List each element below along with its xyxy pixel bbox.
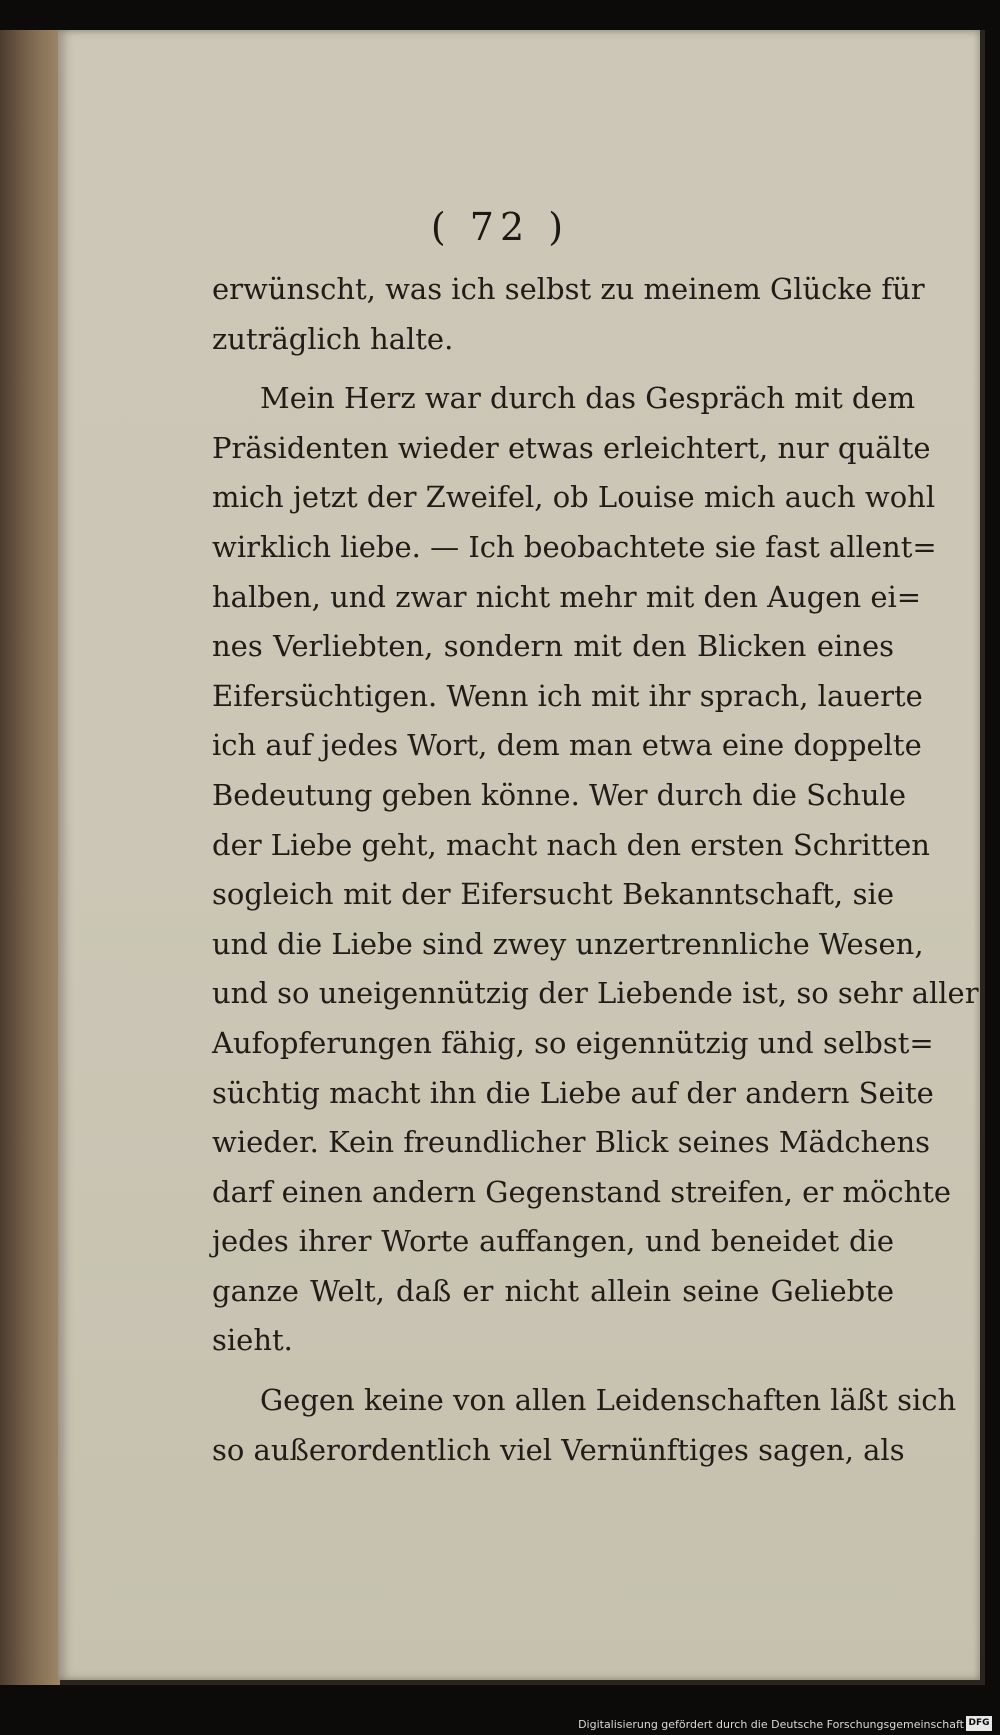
text-line: darf einen andern Gegenstand streifen, er möchte (212, 1174, 952, 1209)
text-line: Aufopferungen fähig, so eigennützig und selbst= (212, 1025, 934, 1060)
text-line: sogleich mit der Eifersucht Bekanntschaft, sie (212, 877, 894, 912)
text-line: zuträglich halte. (212, 321, 454, 356)
paragraph-gap (212, 1366, 894, 1376)
text-line: der Liebe geht, macht nach den ersten Schritten (212, 827, 930, 862)
text-line: Gegen keine von allen Leidenschaften läßt sich (260, 1383, 957, 1418)
text-line: nes Verliebten, sondern mit den Blicken eines (212, 629, 894, 664)
text-line: mich jetzt der Zweifel, ob Louise mich auch wohl (212, 480, 936, 515)
dfg-logo: DFG (966, 1716, 992, 1731)
text-line: süchtig macht ihn die Liebe auf der andern Seite (212, 1075, 934, 1110)
text-line: Präsidenten wieder etwas erleichtert, nur quälte (212, 430, 931, 465)
text-line: Bedeutung geben könne. Wer durch die Schule (212, 777, 907, 812)
text-line: jedes ihrer Worte auffangen, und beneidet die (212, 1224, 894, 1259)
text-line: erwünscht, was ich selbst zu meinem Glücke für (212, 272, 925, 306)
text-line: sieht. (212, 1323, 293, 1358)
text-line: Eifersüchtigen. Wenn ich mit ihr sprach, lauerte (212, 678, 923, 713)
text-line: ganze Welt, daß er nicht allein seine Geliebte (212, 1273, 894, 1308)
text-line: halben, und zwar nicht mehr mit den Augen ei= (212, 579, 922, 614)
text-line: und so uneigennützig der Liebende ist, so sehr aller (212, 976, 979, 1011)
page-text (212, 265, 979, 1475)
page-number: ( 72 ) (430, 205, 570, 249)
book-spine-edge (0, 30, 60, 1685)
text-line: so außerordentlich viel Vernünftiges sagen, als (212, 1432, 905, 1467)
text-line: wirklich liebe. — Ich beobachtete sie fast allent= (212, 529, 937, 564)
text-line: wieder. Kein freundlicher Blick seines Mädchens (212, 1125, 931, 1160)
paragraph-gap (212, 364, 894, 374)
text-line: ich auf jedes Wort, dem man etwa eine doppelte (212, 728, 922, 763)
text-line: Mein Herz war durch das Gespräch mit dem (260, 381, 916, 416)
text-line: und die Liebe sind zwey unzertrennliche Wesen, (212, 926, 924, 961)
digitization-credit: Digitalisierung gefördert durch die Deutsche Forschungsgemeinschaft (578, 1718, 964, 1731)
